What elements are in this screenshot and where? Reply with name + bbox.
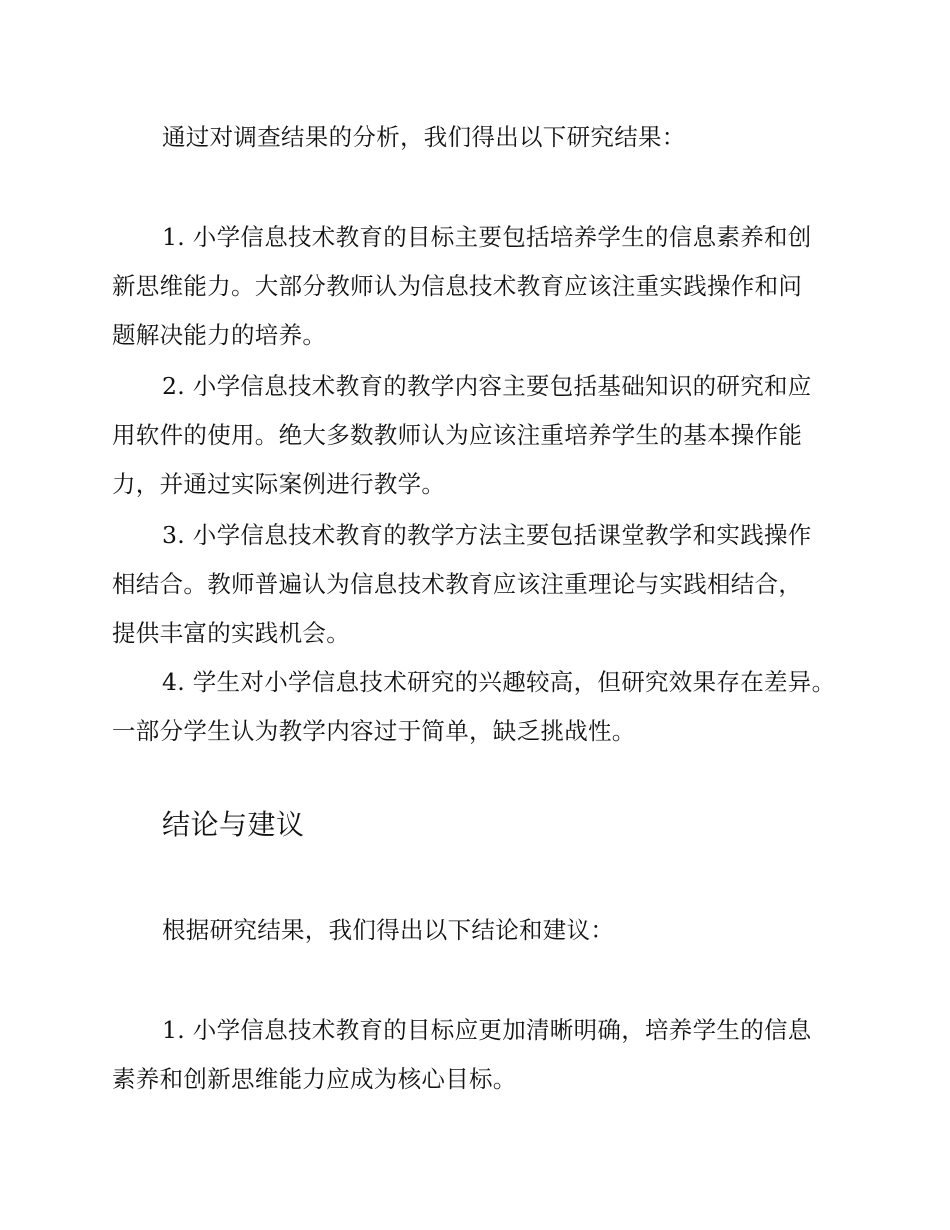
finding-1-line-3: 题解决能力的培养。: [112, 321, 327, 349]
intro-paragraph: 通过对调查结果的分析，我们得出以下研究结果：: [162, 123, 686, 151]
finding-3-line-1: 3. 小学信息技术教育的教学方法主要包括课堂教学和实践操作: [162, 521, 812, 549]
conclusion-intro: 根据研究结果，我们得出以下结论和建议：: [162, 916, 615, 944]
finding-1-line-2: 新思维能力。大部分教师认为信息技术教育应该注重实践操作和问: [112, 272, 803, 300]
finding-3-line-2: 相结合。教师普遍认为信息技术教育应该注重理论与实践相结合，: [112, 570, 803, 598]
finding-1-line-1: 1. 小学信息技术教育的目标主要包括培养学生的信息素养和创: [162, 223, 812, 251]
finding-2-line-3: 力，并通过实际案例进行教学。: [112, 470, 446, 498]
finding-2-line-2: 用软件的使用。绝大多数教师认为应该注重培养学生的基本操作能: [112, 421, 803, 449]
finding-3-line-3: 提供丰富的实践机会。: [112, 619, 350, 647]
finding-2-line-1: 2. 小学信息技术教育的教学内容主要包括基础知识的研究和应: [162, 372, 812, 400]
finding-4-line-1: 4. 学生对小学信息技术研究的兴趣较高，但研究效果存在差异。: [162, 668, 836, 696]
recommendation-1-line-2: 素养和创新思维能力应成为核心目标。: [112, 1065, 517, 1093]
section-heading: 结论与建议: [162, 808, 305, 841]
finding-4-line-2: 一部分学生认为教学内容过于简单，缺乏挑战性。: [112, 717, 636, 745]
recommendation-1-line-1: 1. 小学信息技术教育的目标应更加清晰明确，培养学生的信息: [162, 1016, 812, 1044]
